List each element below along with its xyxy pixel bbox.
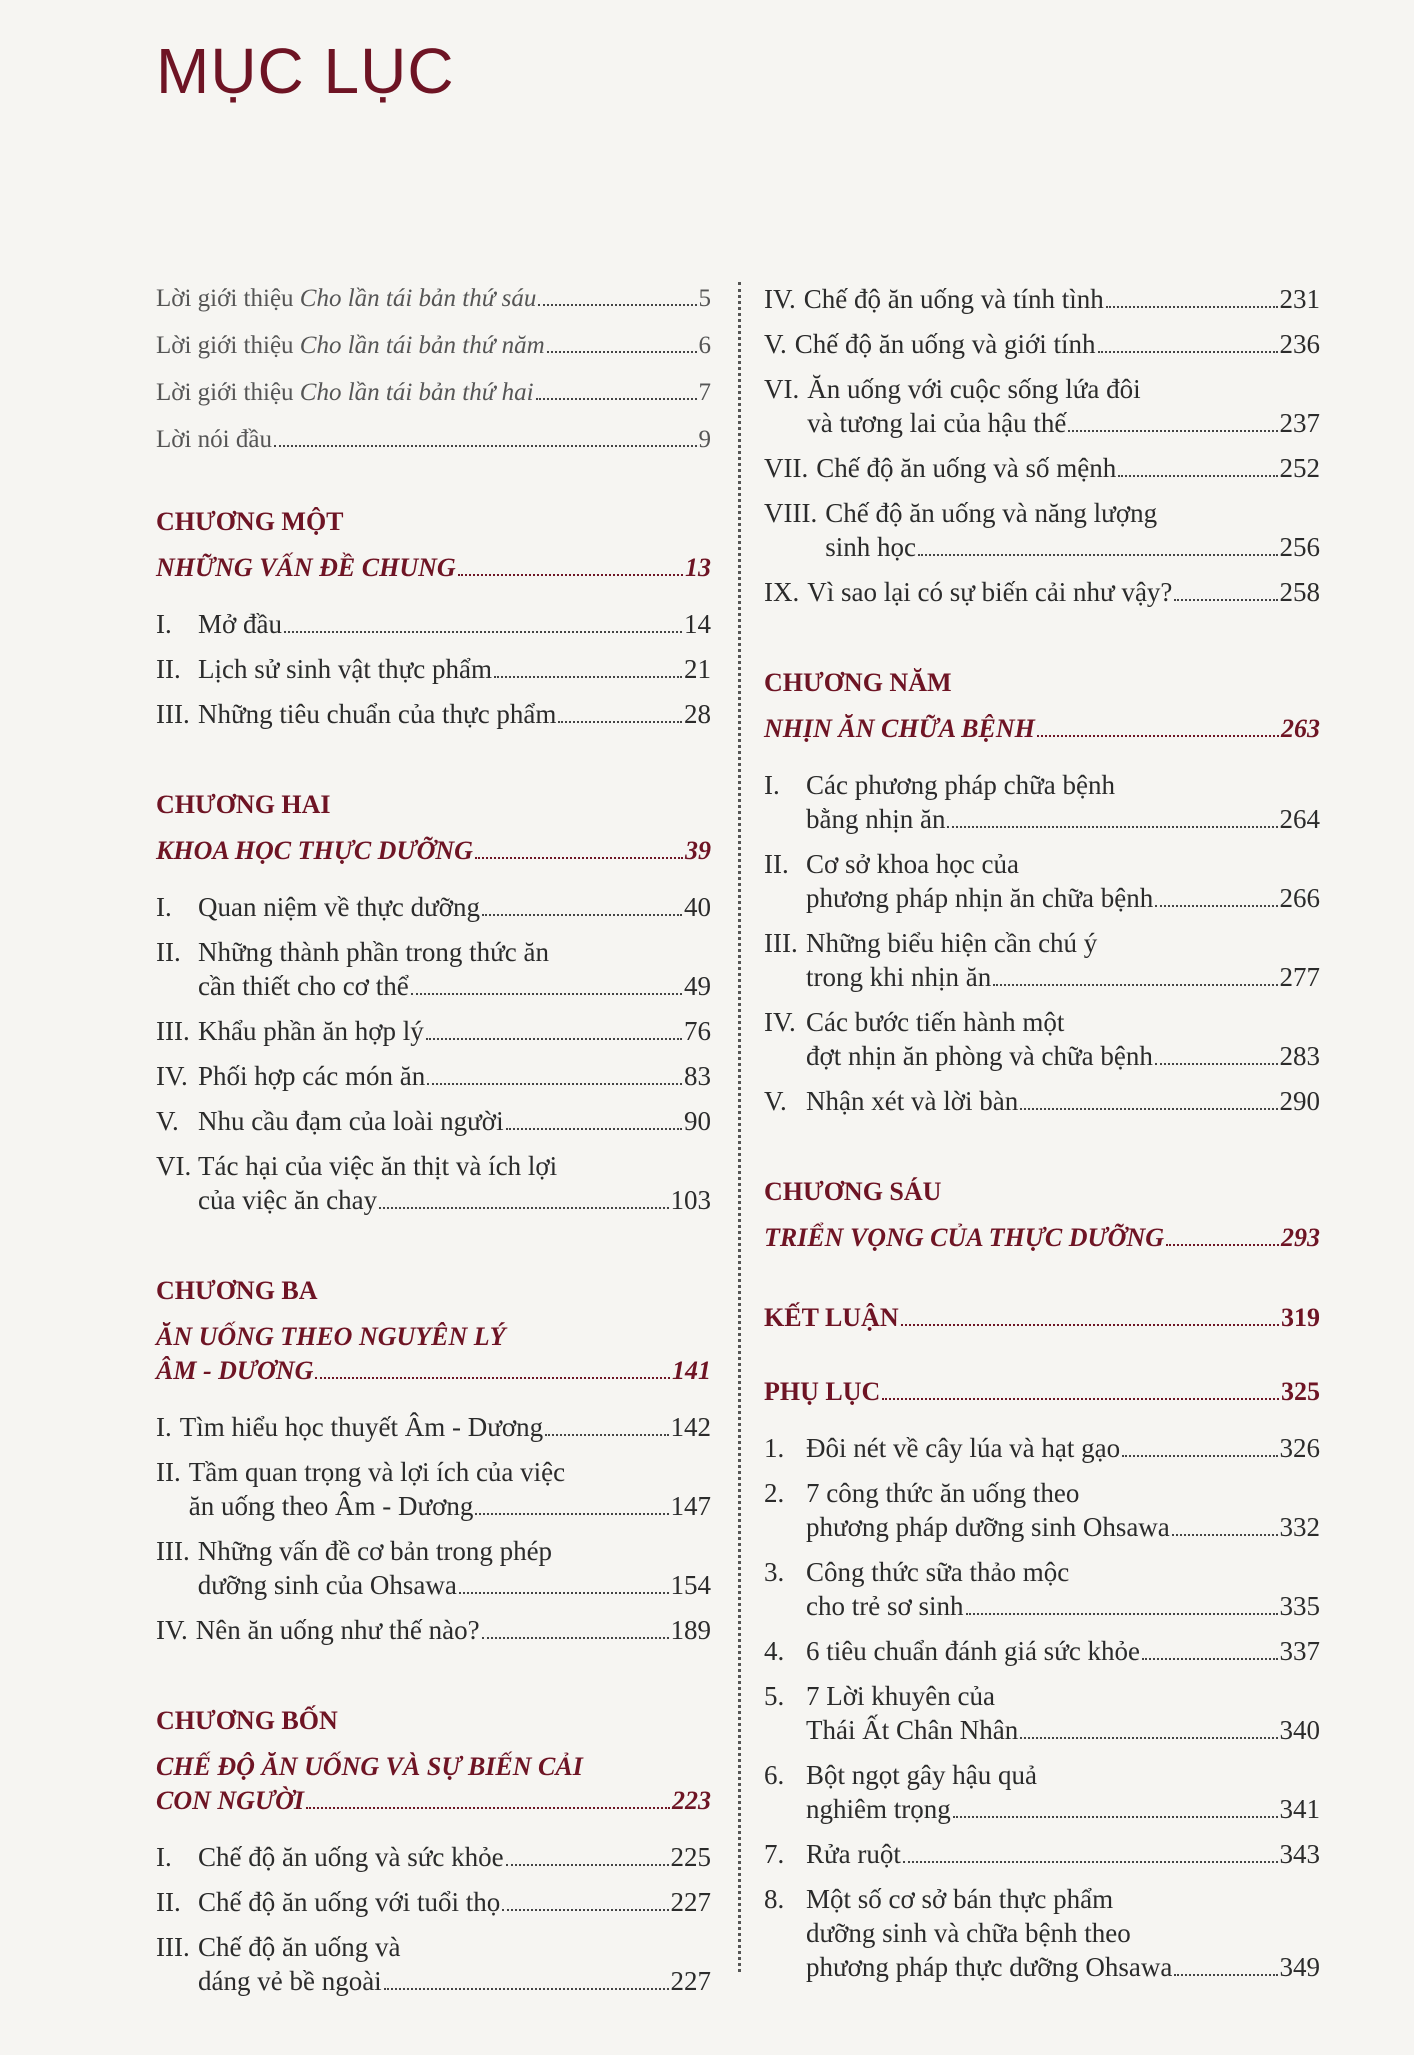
page-number: 252 [1279, 453, 1320, 483]
entry-number: 1. [764, 1433, 785, 1463]
toc-entry[interactable] [764, 1634, 1320, 1679]
entry-prefix: Lời giới thiệu [156, 379, 300, 406]
toc-entry[interactable] [156, 329, 711, 363]
chapter-title-text: KHOA HỌC THỰC DƯỠNG [156, 836, 473, 865]
page-number: 9 [698, 426, 711, 453]
entry-text: Cơ sở khoa học của [806, 849, 1020, 879]
entry-text: đợt nhịn ăn phòng và chữa bệnh [806, 1041, 1153, 1071]
page-number: 283 [1279, 1041, 1320, 1071]
toc-entry[interactable] [764, 1882, 1320, 1995]
entry-number: 2. [764, 1478, 785, 1508]
entry-number: 4. [764, 1636, 785, 1666]
leader-dots [901, 1324, 1279, 1326]
entry-prefix: Lời giới thiệu [156, 285, 300, 312]
entry-text: dáng vẻ bề ngoài [198, 1966, 382, 1996]
chapter-label: CHƯƠNG BA [156, 1276, 318, 1305]
page-number: 7 [698, 379, 711, 406]
entry-text: Nhu cầu đạm của loài người [198, 1106, 504, 1136]
page-number: 341 [1279, 1794, 1320, 1824]
page-number: 40 [684, 892, 711, 922]
toc-entry[interactable] [156, 1534, 711, 1613]
leader-dots [1155, 1063, 1278, 1065]
entry-number: VI. [764, 374, 800, 404]
entry-text: phương pháp thực dưỡng Ohsawa [806, 1952, 1173, 1982]
front-matter [156, 282, 711, 457]
leader-dots [1155, 905, 1277, 907]
toc-entry[interactable] [156, 282, 711, 316]
entry-text: Những thành phần trong thức ăn [198, 937, 549, 967]
entry-number: III. [156, 1932, 190, 1962]
entry-text: 7 Lời khuyên của [806, 1681, 995, 1711]
leader-dots [1098, 351, 1278, 353]
entry-prefix: Lời giới thiệu [156, 332, 300, 359]
page-number: 227 [670, 1887, 711, 1917]
chapter-title[interactable] [764, 712, 1320, 746]
leader-dots [547, 351, 697, 353]
toc-entry[interactable] [764, 1837, 1320, 1882]
entry-number: V. [764, 1086, 787, 1116]
page-number: 263 [1281, 714, 1320, 743]
leader-dots [315, 1377, 670, 1379]
entry-number: II. [156, 654, 181, 684]
entry-text: của việc ăn chay [198, 1185, 378, 1215]
entry-text: phương pháp dưỡng sinh Ohsawa [806, 1512, 1170, 1542]
page-number: 223 [672, 1786, 711, 1815]
leader-dots [545, 1434, 668, 1436]
leader-dots [538, 304, 696, 306]
entry-text: phương pháp nhịn ăn chữa bệnh [806, 883, 1154, 913]
entry-text: bằng nhịn ăn [806, 804, 946, 834]
toc-entry[interactable] [764, 1431, 1320, 1476]
leader-dots [475, 1513, 668, 1515]
entry-text: Chế độ ăn uống và tính tình [803, 284, 1104, 314]
toc-entry[interactable] [764, 1758, 1320, 1837]
entry-text: Lịch sử sinh vật thực phẩm [198, 654, 492, 684]
appendix-section [764, 1375, 1320, 1995]
page-number: 141 [672, 1356, 711, 1385]
entry-number: I. [156, 609, 172, 639]
toc-entry[interactable] [764, 575, 1320, 620]
chapter-title-text: TRIỂN VỌNG CỦA THỰC DƯỠNG [764, 1223, 1165, 1252]
chapter-label: CHƯƠNG SÁU [764, 1177, 942, 1206]
leader-dots [379, 1207, 668, 1209]
page-number: 337 [1279, 1636, 1320, 1666]
entry-text: Mở đầu [198, 609, 283, 639]
leader-dots [482, 1637, 669, 1639]
page-number: 147 [670, 1491, 711, 1521]
column-divider [738, 282, 741, 1972]
entry-number: II. [156, 1457, 181, 1487]
leader-dots [1020, 1108, 1277, 1110]
page-number: 326 [1279, 1433, 1320, 1463]
page-number: 264 [1279, 804, 1320, 834]
leader-dots [502, 1909, 668, 1911]
leader-dots [1037, 735, 1279, 737]
leader-dots [1068, 430, 1277, 432]
toc-entry[interactable] [764, 1084, 1320, 1129]
toc-right-column [764, 282, 1320, 2041]
toc-entry[interactable] [764, 496, 1320, 575]
page-number: 142 [670, 1412, 711, 1442]
entry-text: Chế độ ăn uống và giới tính [794, 329, 1096, 359]
entry-text: sinh học [825, 532, 916, 562]
entry-number: VII. [764, 453, 809, 483]
leader-dots [284, 631, 682, 633]
entry-text: Tìm hiểu học thuyết Âm - Dương [179, 1412, 544, 1442]
entry-text: Đôi nét về cây lúa và hạt gạo [806, 1433, 1121, 1463]
leader-dots [482, 914, 682, 916]
toc-entry[interactable] [156, 1455, 711, 1534]
chapter-title[interactable] [156, 1320, 711, 1388]
entry-text: Những tiêu chuẩn của thực phẩm [198, 699, 557, 729]
entry-number: VI. [156, 1151, 192, 1181]
toc-entry[interactable] [156, 1885, 711, 1930]
entry-text: Bột ngọt gây hậu quả [806, 1760, 1037, 1790]
toc-entry[interactable] [764, 1555, 1320, 1634]
entry-number: I. [156, 1412, 172, 1442]
entry-number: III. [156, 1016, 190, 1046]
entry-number: II. [156, 1887, 181, 1917]
entry-number: I. [764, 770, 780, 800]
entry-number: IV. [764, 284, 796, 314]
chapter-3 [156, 1274, 711, 1658]
chapter-6 [764, 1175, 1320, 1255]
entry-number: 5. [764, 1681, 785, 1711]
toc-entry[interactable] [156, 1149, 711, 1228]
page-number: 14 [684, 609, 711, 639]
page-number: 343 [1279, 1839, 1320, 1869]
leader-dots [1106, 306, 1278, 308]
toc-entry[interactable] [764, 847, 1320, 926]
page-number: 225 [670, 1842, 711, 1872]
toc-entry[interactable] [764, 926, 1320, 1005]
leader-dots [506, 1128, 682, 1130]
leader-dots [918, 554, 1278, 556]
toc-entry[interactable] [156, 1014, 711, 1059]
page-number: 335 [1279, 1591, 1320, 1621]
page-number: 76 [684, 1016, 711, 1046]
toc-entry[interactable] [156, 1104, 711, 1149]
page-number: 5 [698, 285, 711, 312]
entry-prefix: Lời nói đầu [156, 426, 272, 453]
entry-number: IX. [764, 577, 800, 607]
chapter-title-text: NHỮNG VẤN ĐỀ CHUNG [156, 553, 456, 582]
entry-number: I. [156, 1842, 172, 1872]
chapter-label: CHƯƠNG NĂM [764, 668, 952, 697]
leader-dots [459, 1592, 669, 1594]
chapter-2 [156, 788, 711, 1228]
entry-text: Chế độ ăn uống và số mệnh [816, 453, 1117, 483]
page-number: 293 [1281, 1223, 1320, 1252]
toc-entry[interactable] [156, 1930, 711, 2009]
leader-dots [947, 826, 1277, 828]
entry-text: Thái Ất Chân Nhân [806, 1715, 1019, 1745]
entry-text: nghiêm trọng [806, 1794, 951, 1824]
page-number: 340 [1279, 1715, 1320, 1745]
page-number: 6 [698, 332, 711, 359]
toc-entry[interactable] [764, 1679, 1320, 1758]
toc-entry[interactable] [764, 451, 1320, 496]
toc-entry[interactable] [156, 1840, 711, 1885]
leader-dots [1166, 1244, 1279, 1246]
entry-text: Chế độ ăn uống với tuổi thọ [198, 1887, 501, 1917]
entry-text: Nhận xét và lời bàn [806, 1086, 1019, 1116]
entry-text: Những biểu hiện cần chú ý [806, 928, 1098, 958]
entry-number: I. [156, 892, 172, 922]
entry-number: III. [156, 1536, 190, 1566]
toc-entry[interactable] [764, 282, 1320, 327]
page-number: 83 [684, 1061, 711, 1091]
toc-entry[interactable] [156, 1059, 711, 1104]
toc-entry[interactable] [156, 423, 711, 457]
entry-text [156, 282, 536, 316]
toc-entry[interactable] [156, 1613, 711, 1658]
chapter-title[interactable] [156, 1750, 711, 1818]
entry-text: cần thiết cho cơ thể [198, 971, 409, 1001]
leader-dots [953, 1816, 1278, 1818]
entry-number: III. [764, 928, 798, 958]
entry-text: cho trẻ sơ sinh [806, 1591, 964, 1621]
entry-text: dưỡng sinh và chữa bệnh theo [806, 1918, 1131, 1948]
page-number: 290 [1279, 1086, 1320, 1116]
leader-dots [426, 1038, 682, 1040]
chapter-4-continued [764, 282, 1320, 620]
page-number: 236 [1279, 329, 1320, 359]
leader-dots [427, 1083, 682, 1085]
page-number: 39 [685, 836, 711, 865]
page-number: 103 [670, 1185, 711, 1215]
page-number: 21 [684, 654, 711, 684]
page-number: 237 [1279, 408, 1320, 438]
entry-number: V. [764, 329, 787, 359]
toc-entry[interactable] [156, 890, 711, 935]
leader-dots [558, 721, 682, 723]
page-number: 13 [685, 553, 711, 582]
page-number: 154 [670, 1570, 711, 1600]
entry-text: Phối hợp các món ăn [198, 1061, 426, 1091]
leader-dots [966, 1613, 1278, 1615]
section-title-text: PHỤ LỤC [764, 1377, 881, 1406]
chapter-title-line: CON NGƯỜI [156, 1786, 304, 1815]
entry-number: 6. [764, 1760, 785, 1790]
entry-text: Nên ăn uống như thế nào? [195, 1615, 480, 1645]
page-number: 231 [1279, 284, 1320, 314]
entry-number: 7. [764, 1839, 785, 1869]
entry-text: Các phương pháp chữa bệnh [806, 770, 1115, 800]
chapter-label: CHƯƠNG MỘT [156, 507, 344, 536]
entry-text: Chế độ ăn uống và [198, 1932, 401, 1962]
entry-number: II. [764, 849, 789, 879]
entry-text: Vì sao lại có sự biến cải như vậy? [807, 577, 1173, 607]
entry-number: IV. [764, 1007, 796, 1037]
entry-text: Tầm quan trọng và lợi ích của việc [188, 1457, 566, 1487]
toc-entry[interactable] [156, 652, 711, 697]
leader-dots [1174, 599, 1277, 601]
toc-entry[interactable] [764, 768, 1320, 847]
chapter-5 [764, 666, 1320, 1129]
page-number: 227 [670, 1966, 711, 1996]
conclusion-entry[interactable] [764, 1301, 1320, 1335]
entry-text: Khẩu phần ăn hợp lý [198, 1016, 424, 1046]
entry-number: IV. [156, 1061, 188, 1091]
entry-number: IV. [156, 1615, 188, 1645]
entry-text: 6 tiêu chuẩn đánh giá sức khỏe [806, 1636, 1141, 1666]
leader-dots [274, 445, 697, 447]
page-number: 28 [684, 699, 711, 729]
entry-text: Chế độ ăn uống và năng lượng [825, 498, 1158, 528]
toc-entry[interactable] [764, 372, 1320, 451]
leader-dots [536, 398, 697, 400]
toc-left-column [156, 282, 711, 2055]
entry-text: trong khi nhịn ăn [806, 962, 992, 992]
chapter-title-line: ÂM - DƯƠNG [156, 1356, 314, 1385]
page-number: 256 [1279, 532, 1320, 562]
leader-dots [458, 574, 683, 576]
leader-dots [494, 676, 682, 678]
page-number: 266 [1279, 883, 1320, 913]
entry-number: 3. [764, 1557, 785, 1587]
chapter-1 [156, 505, 711, 742]
entry-text: Rửa ruột [806, 1839, 901, 1869]
chapter-title[interactable] [156, 834, 711, 868]
page-number: 277 [1279, 962, 1320, 992]
toc-entry[interactable] [156, 607, 711, 652]
toc-entry[interactable] [156, 376, 711, 410]
chapter-4 [156, 1704, 711, 2009]
entry-text: dưỡng sinh của Ohsawa [197, 1570, 457, 1600]
leader-dots [411, 993, 682, 995]
page-number: 90 [684, 1106, 711, 1136]
toc-entry[interactable] [156, 935, 711, 1014]
leader-dots [993, 984, 1277, 986]
entry-text: Những vấn đề cơ bản trong phép [197, 1536, 553, 1566]
chapter-title-line: CHẾ ĐỘ ĂN UỐNG VÀ SỰ BIẾN CẢI [156, 1752, 583, 1781]
toc-entry[interactable] [764, 1476, 1320, 1555]
entry-text: Chế độ ăn uống và sức khỏe [198, 1842, 504, 1872]
entry-text: Tác hại của việc ăn thịt và ích lợi [198, 1151, 558, 1181]
leader-dots [506, 1864, 669, 1866]
toc-entry[interactable] [156, 1410, 711, 1455]
page-title: MỤC LỤC [156, 35, 455, 107]
entry-text [156, 329, 545, 363]
leader-dots [1020, 1737, 1277, 1739]
entry-text: Ăn uống với cuộc sống lứa đôi [807, 374, 1141, 404]
entry-text: và tương lai của hậu thế [807, 408, 1067, 438]
entry-text [156, 423, 272, 457]
toc-entry[interactable] [764, 327, 1320, 372]
chapter-label: CHƯƠNG HAI [156, 790, 331, 819]
entry-number: II. [156, 937, 181, 967]
appendix-entry[interactable] [764, 1375, 1320, 1409]
leader-dots [306, 1807, 670, 1809]
leader-dots [1118, 475, 1277, 477]
entry-text [156, 376, 534, 410]
entry-text: Các bước tiến hành một [806, 1007, 1065, 1037]
chapter-title[interactable] [764, 1221, 1320, 1255]
page-number: 349 [1279, 1952, 1320, 1982]
page-number: 49 [684, 971, 711, 1001]
entry-number: 8. [764, 1884, 785, 1914]
entry-text: Quan niệm về thực dưỡng [198, 892, 480, 922]
page-number: 332 [1279, 1512, 1320, 1542]
entry-text: Công thức sữa thảo mộc [806, 1557, 1070, 1587]
toc-entry[interactable] [764, 1005, 1320, 1084]
page-number: 319 [1281, 1303, 1320, 1332]
leader-dots [903, 1861, 1278, 1863]
leader-dots [1122, 1455, 1277, 1457]
page-number: 325 [1281, 1377, 1320, 1406]
leader-dots [475, 857, 683, 859]
entry-text: Một số cơ sở bán thực phẩm [806, 1884, 1114, 1914]
entry-edition: Cho lần tái bản thứ sáu [299, 285, 537, 312]
chapter-title-text: NHỊN ĂN CHỮA BỆNH [764, 714, 1035, 743]
page-number: 258 [1279, 577, 1320, 607]
leader-dots [384, 1988, 669, 1990]
chapter-label: CHƯƠNG BỐN [156, 1706, 338, 1735]
leader-dots [1172, 1534, 1278, 1536]
conclusion-section [764, 1301, 1320, 1335]
section-title-text: KẾT LUẬN [764, 1303, 899, 1332]
entry-number: III. [156, 699, 190, 729]
leader-dots [882, 1398, 1279, 1400]
entry-number: V. [156, 1106, 179, 1136]
chapter-title[interactable] [156, 551, 711, 585]
leader-dots [1142, 1658, 1277, 1660]
toc-entry[interactable] [156, 697, 711, 742]
entry-edition: Cho lần tái bản thứ năm [299, 332, 545, 359]
page-number: 189 [670, 1615, 711, 1645]
entry-edition: Cho lần tái bản thứ hai [299, 379, 534, 406]
chapter-title-line: ĂN UỐNG THEO NGUYÊN LÝ [156, 1322, 506, 1351]
entry-text: 7 công thức ăn uống theo [806, 1478, 1080, 1508]
entry-text: ăn uống theo Âm - Dương [188, 1491, 474, 1521]
entry-number: VIII. [764, 498, 818, 528]
leader-dots [1174, 1974, 1277, 1976]
